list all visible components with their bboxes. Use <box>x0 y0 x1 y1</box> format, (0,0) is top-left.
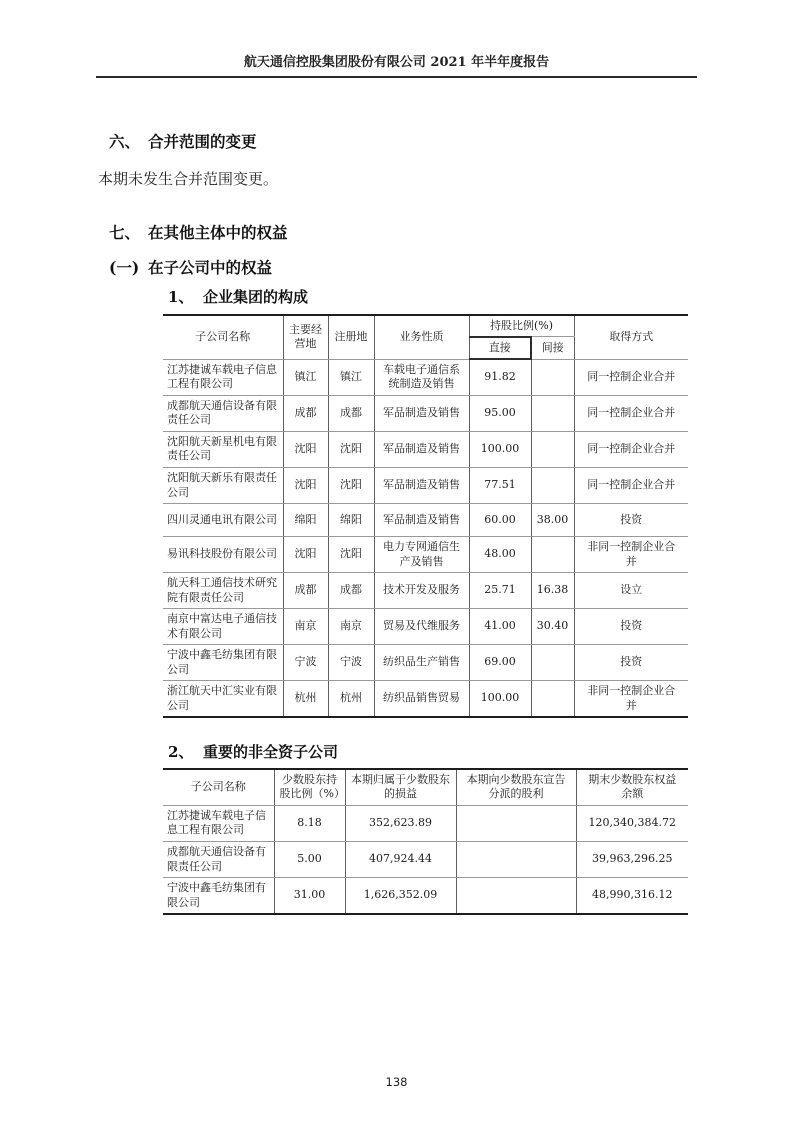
col-header-registered-place: 注册地 <box>328 315 374 360</box>
business-nature-cell: 纺织品生产销售 <box>374 645 469 681</box>
table-header-row <box>163 315 688 337</box>
subsidiary-name-cell: 四川灵通电讯有限公司 <box>163 504 283 537</box>
acquisition-method-cell: 同一控制企业合并 <box>574 395 688 431</box>
subsidiary-name-cell: 成都航天通信设备有限责任公司 <box>163 395 283 431</box>
item-2-heading <box>168 743 697 762</box>
registered-place-cell: 成都 <box>328 573 374 609</box>
acquisition-method-cell: 非同一控制企业合并 <box>574 537 688 573</box>
col-header-subsidiary-name: 子公司名称 <box>163 315 283 360</box>
col-header-minority-profit: 本期归属于少数股东的损益 <box>345 769 456 806</box>
minority-profit-cell: 352,623.89 <box>345 805 456 841</box>
indirect-ratio-cell <box>531 467 574 503</box>
table-row <box>163 573 688 609</box>
subsection-7-1-number: (一) <box>109 257 140 277</box>
operating-place-cell: 南京 <box>283 609 328 645</box>
business-nature-cell: 电力专网通信生产及销售 <box>374 537 469 573</box>
minority-profit-cell: 1,626,352.09 <box>345 878 456 915</box>
registered-place-cell: 沈阳 <box>328 431 374 467</box>
business-nature-cell: 技术开发及服务 <box>374 573 469 609</box>
operating-place-cell: 沈阳 <box>283 431 328 467</box>
registered-place-cell: 沈阳 <box>328 467 374 503</box>
subsidiary-name-cell: 浙江航天中汇实业有限公司 <box>163 681 283 718</box>
direct-ratio-cell: 48.00 <box>469 537 531 573</box>
direct-ratio-cell: 91.82 <box>469 359 531 395</box>
minority-equity-cell: 120,340,384.72 <box>576 805 688 841</box>
col-header-minority-dividend: 本期向少数股东宣告分派的股利 <box>456 769 576 806</box>
acquisition-method-cell: 同一控制企业合并 <box>574 467 688 503</box>
item-1-number: 1、 <box>168 288 194 307</box>
subsidiary-name-cell: 航天科工通信技术研究院有限责任公司 <box>163 573 283 609</box>
direct-ratio-cell: 100.00 <box>469 431 531 467</box>
subsidiary-name-cell: 宁波中鑫毛纺集团有限公司 <box>163 645 283 681</box>
minority-ratio-cell: 8.18 <box>274 805 345 841</box>
operating-place-cell: 成都 <box>283 573 328 609</box>
section-6-heading <box>109 132 697 151</box>
section-7-number: 七、 <box>109 223 141 243</box>
operating-place-cell: 镇江 <box>283 359 328 395</box>
minority-equity-cell: 48,990,316.12 <box>576 878 688 915</box>
acquisition-method-cell: 投资 <box>574 504 688 537</box>
business-nature-cell: 军品制造及销售 <box>374 467 469 503</box>
subsidiary-name-cell: 江苏捷诚车载电子信息工程有限公司 <box>163 805 274 841</box>
operating-place-cell: 沈阳 <box>283 537 328 573</box>
col-header-business-nature: 业务性质 <box>374 315 469 360</box>
minority-profit-cell: 407,924.44 <box>345 841 456 877</box>
table-row <box>163 805 688 841</box>
subsidiary-name-cell: 沈阳航天新星机电有限责任公司 <box>163 431 283 467</box>
indirect-ratio-cell <box>531 395 574 431</box>
direct-ratio-cell: 41.00 <box>469 609 531 645</box>
item-2-title: 重要的非全资子公司 <box>203 743 339 762</box>
table-header-row <box>163 769 688 806</box>
registered-place-cell: 镇江 <box>328 359 374 395</box>
section-6-body: 本期未发生合并范围变更。 <box>98 170 279 189</box>
business-nature-cell: 军品制造及销售 <box>374 431 469 467</box>
business-nature-cell: 军品制造及销售 <box>374 395 469 431</box>
operating-place-cell: 杭州 <box>283 681 328 718</box>
col-header-subsidiary-name: 子公司名称 <box>163 769 274 806</box>
subsidiary-name-cell: 南京中富达电子通信技术有限公司 <box>163 609 283 645</box>
enterprise-group-table <box>163 314 688 718</box>
business-nature-cell: 车载电子通信系统制造及销售 <box>374 359 469 395</box>
direct-ratio-cell: 95.00 <box>469 395 531 431</box>
subsidiary-name-cell: 宁波中鑫毛纺集团有限公司 <box>163 878 274 915</box>
subsidiary-name-cell: 沈阳航天新乐有限责任公司 <box>163 467 283 503</box>
section-7-heading <box>109 223 697 242</box>
operating-place-cell: 成都 <box>283 395 328 431</box>
acquisition-method-cell: 非同一控制企业合并 <box>574 681 688 718</box>
table-row <box>163 359 688 395</box>
subsidiary-name-cell: 易讯科技股份有限公司 <box>163 537 283 573</box>
direct-ratio-cell: 25.71 <box>469 573 531 609</box>
acquisition-method-cell: 投资 <box>574 645 688 681</box>
registered-place-cell: 宁波 <box>328 645 374 681</box>
running-head-title: 航天通信控股集团股份有限公司 2021 年半年度报告 <box>96 0 697 78</box>
table-row <box>163 681 688 718</box>
table-row <box>163 841 688 877</box>
minority-dividend-cell <box>456 805 576 841</box>
registered-place-cell: 绵阳 <box>328 504 374 537</box>
section-7-title: 在其他主体中的权益 <box>148 223 288 243</box>
item-1-heading <box>168 288 697 307</box>
minority-dividend-cell <box>456 878 576 915</box>
indirect-ratio-cell <box>531 431 574 467</box>
direct-ratio-cell: 60.00 <box>469 504 531 537</box>
page-number: 138 <box>385 1075 408 1089</box>
acquisition-method-cell: 设立 <box>574 573 688 609</box>
acquisition-method-cell: 投资 <box>574 609 688 645</box>
col-header-minority-equity: 期末少数股东权益余额 <box>576 769 688 806</box>
registered-place-cell: 南京 <box>328 609 374 645</box>
item-2-number: 2、 <box>168 743 194 762</box>
direct-ratio-cell: 77.51 <box>469 467 531 503</box>
non-wholly-owned-subsidiaries-table <box>163 768 688 915</box>
col-header-direct: 直接 <box>469 337 531 360</box>
indirect-ratio-cell: 38.00 <box>531 504 574 537</box>
col-header-shareholding-group: 持股比例(%) <box>469 315 574 337</box>
registered-place-cell: 沈阳 <box>328 537 374 573</box>
business-nature-cell: 纺织品销售贸易 <box>374 681 469 718</box>
subsidiary-name-cell: 江苏捷诚车载电子信息工程有限公司 <box>163 359 283 395</box>
col-header-operating-place: 主要经营地 <box>283 315 328 360</box>
minority-dividend-cell <box>456 841 576 877</box>
subsection-7-1-heading <box>109 258 697 277</box>
direct-ratio-cell: 100.00 <box>469 681 531 718</box>
minority-equity-cell: 39,963,296.25 <box>576 841 688 877</box>
business-nature-cell: 贸易及代维服务 <box>374 609 469 645</box>
item-1-title: 企业集团的构成 <box>203 288 309 307</box>
direct-ratio-cell: 69.00 <box>469 645 531 681</box>
indirect-ratio-cell <box>531 645 574 681</box>
operating-place-cell: 绵阳 <box>283 504 328 537</box>
col-header-acquisition-method: 取得方式 <box>574 315 688 360</box>
section-6-title: 合并范围的变更 <box>148 132 257 151</box>
table-row <box>163 504 688 537</box>
operating-place-cell: 宁波 <box>283 645 328 681</box>
acquisition-method-cell: 同一控制企业合并 <box>574 359 688 395</box>
acquisition-method-cell: 同一控制企业合并 <box>574 431 688 467</box>
registered-place-cell: 成都 <box>328 395 374 431</box>
indirect-ratio-cell <box>531 537 574 573</box>
table-row <box>163 878 688 915</box>
indirect-ratio-cell: 30.40 <box>531 609 574 645</box>
business-nature-cell: 军品制造及销售 <box>374 504 469 537</box>
table-row <box>163 609 688 645</box>
indirect-ratio-cell: 16.38 <box>531 573 574 609</box>
col-header-indirect: 间接 <box>531 337 574 360</box>
minority-ratio-cell: 31.00 <box>274 878 345 915</box>
indirect-ratio-cell <box>531 681 574 718</box>
registered-place-cell: 杭州 <box>328 681 374 718</box>
section-6-number: 六、 <box>109 132 141 151</box>
table-row <box>163 467 688 503</box>
subsidiary-name-cell: 成都航天通信设备有限责任公司 <box>163 841 274 877</box>
table-row <box>163 645 688 681</box>
table-row <box>163 395 688 431</box>
operating-place-cell: 沈阳 <box>283 467 328 503</box>
minority-ratio-cell: 5.00 <box>274 841 345 877</box>
indirect-ratio-cell <box>531 359 574 395</box>
subsection-7-1-title: 在子公司中的权益 <box>148 257 273 277</box>
table-row <box>163 431 688 467</box>
table-row <box>163 537 688 573</box>
col-header-minority-ratio: 少数股东持股比例（%） <box>274 769 345 806</box>
